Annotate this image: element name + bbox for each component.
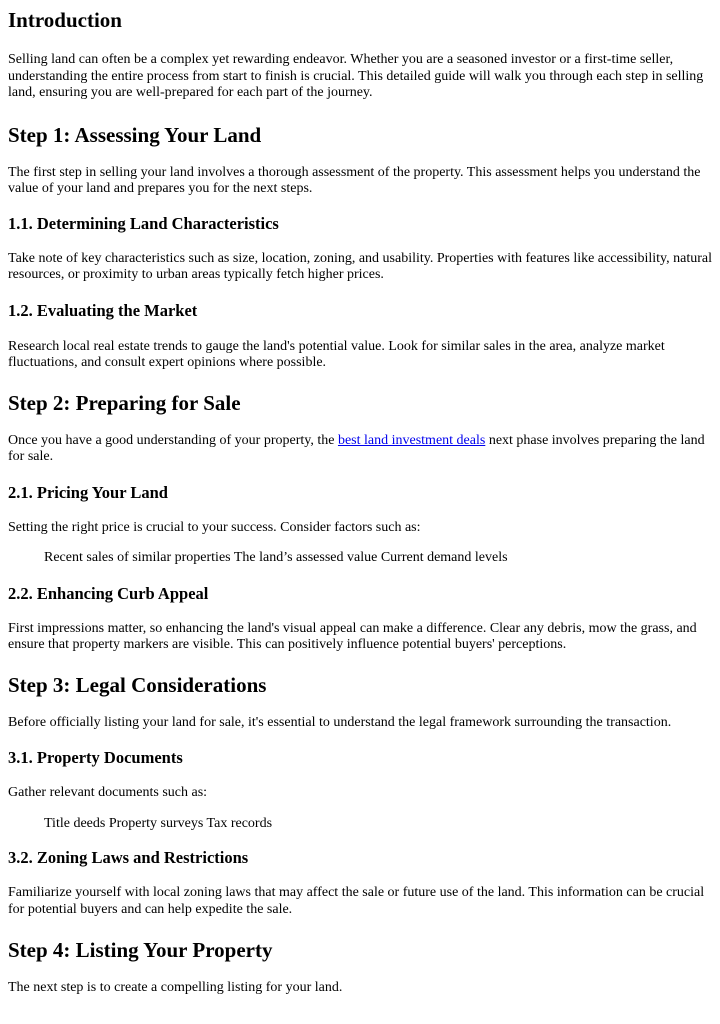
step3-paragraph: Before officially listing your land for sale, it's essential to understand the legal framework surrounding the transaction.	[8, 714, 672, 730]
step2-text-after-link: next phase involves preparing the land for sale.	[8, 432, 705, 464]
best-land-investment-deals-link[interactable]: best land investment deals	[337, 432, 486, 448]
step1-heading: Step 1: Assessing Your Land	[8, 122, 262, 147]
step2-1-heading: 2.1. Pricing Your Land	[8, 482, 168, 502]
step3-2-heading: 3.2. Zoning Laws and Restrictions	[8, 848, 249, 867]
step1-2-heading: 1.2. Evaluating the Market	[8, 300, 198, 320]
step4-heading: Step 4: Listing Your Property	[8, 938, 273, 962]
step3-2-paragraph: Familiarize yourself with local zoning laws that may affect the sale or future use of the land. This information can be crucial for potential buyers and can help expedite the sale.	[8, 885, 705, 917]
step1-1-paragraph: Take note of key characteristics such as size, location, zoning, and usability. Properties with features like accessibility, natural resources, or proximity to urban areas typically fetch higher prices.	[8, 250, 712, 282]
step1-2-paragraph: Research local real estate trends to gauge the land's potential value. Look for similar sales in the area, analyze market fluctuations, and consult expert opinions where possible.	[8, 338, 665, 370]
introduction-heading: Introduction	[8, 8, 122, 32]
step2-2-heading: 2.2. Enhancing Curb Appeal	[8, 583, 209, 603]
step2-text-before-link: Once you have a good understanding of your property, the	[8, 432, 338, 448]
step3-1-heading: 3.1. Property Documents	[8, 748, 183, 767]
step2-2-paragraph: First impressions matter, so enhancing the land's visual appeal can make a difference. Clear any debris, mow the grass, and ensure that property markers are visible. This can positively influence potential buyers' perceptions.	[8, 620, 697, 652]
step4-paragraph: The next step is to create a compelling listing for your land.	[8, 980, 343, 995]
step3-1-paragraph: Gather relevant documents such as:	[8, 785, 208, 800]
step3-heading: Step 3: Legal Considerations	[8, 672, 267, 697]
step1-paragraph: The first step in selling your land involves a thorough assessment of the property. This assessment helps you understand the value of your land and prepares you for the next steps.	[8, 164, 701, 196]
step2-paragraph	[8, 433, 712, 466]
step1-1-heading: 1.1. Determining Land Characteristics	[8, 213, 279, 233]
introduction-paragraph: Selling land can often be a complex yet rewarding endeavor. Whether you are a seasoned investor or a first-time seller, understanding the entire process from start to finish is crucial. This detailed guide will walk you through each step in selling land, ensuring you are well-prepared for each part of the journey.	[8, 52, 704, 100]
step2-1-paragraph: Setting the right price is crucial to your success. Consider factors such as:	[8, 519, 421, 535]
pricing-factors-list: Recent sales of similar properties The land’s assessed value Current demand levels	[44, 550, 508, 565]
step2-heading: Step 2: Preparing for Sale	[8, 390, 241, 415]
property-documents-list: Title deeds Property surveys Tax records	[44, 815, 273, 831]
